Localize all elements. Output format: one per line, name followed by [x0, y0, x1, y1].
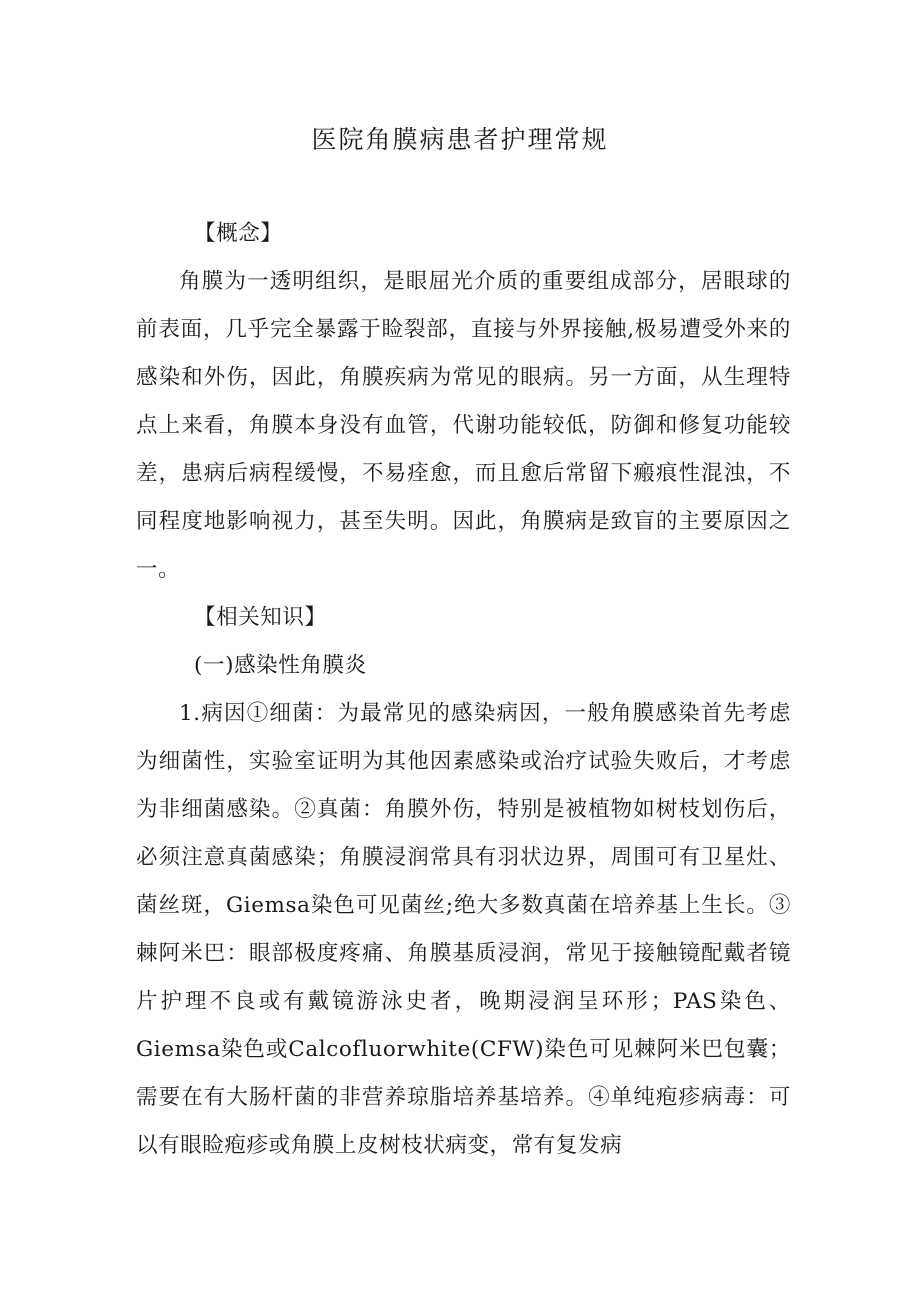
etiology-paragraph: 1.病因①细菌：为最常见的感染病因，一般角膜感染首先考虑为细菌性，实验室证明为其他因素感染或治疗试验失败后，才考虑为非细菌感染。②真菌：角膜外伤，特别是被植物如树枝划伤后，必须注意真菌感染；角膜浸润常具有羽状边界，周围可有卫星灶、菌丝斑，Giemsa染色可见菌丝;绝大多数真菌在培养基上生长。③棘阿米巴：眼部极度疼痛、角膜基质浸润，常见于接触镜配戴者镜片护理不良或有戴镜游泳史者，晚期浸润呈环形；PAS染色、Giemsa染色或Calcofluorwhite(CFW)染色可见棘阿米巴包囊；需要在有大肠杆菌的非营养琼脂培养基培养。④单纯疱疹病毒：可以有眼睑疱疹或角膜上皮树枝状病变，常有复发病: [136, 701, 791, 1158]
document-title: 医院角膜病患者护理常规: [311, 125, 609, 154]
document-body: [136, 210, 791, 1170]
section-heading-concept: 【概念】: [194, 221, 283, 246]
concept-paragraph: 角膜为一透明组织，是眼屈光介质的重要组成部分，居眼球的前表面，几乎完全暴露于睑裂部，直接与外界接触,极易遭受外来的感染和外伤，因此，角膜疾病为常见的眼病。另一方面，从生理特点上来看，角膜本身没有血管，代谢功能较低，防御和修复功能较差，患病后病程缓慢，不易痊愈，而且愈后常留下瘢痕性混浊，不同程度地影响视力，甚至失明。因此，角膜病是致盲的主要原因之一。: [136, 269, 791, 582]
section-heading-related-knowledge: 【相关知识】: [194, 605, 327, 630]
subsection-heading-infectious-keratitis: (一)感染性角膜炎: [194, 653, 367, 678]
